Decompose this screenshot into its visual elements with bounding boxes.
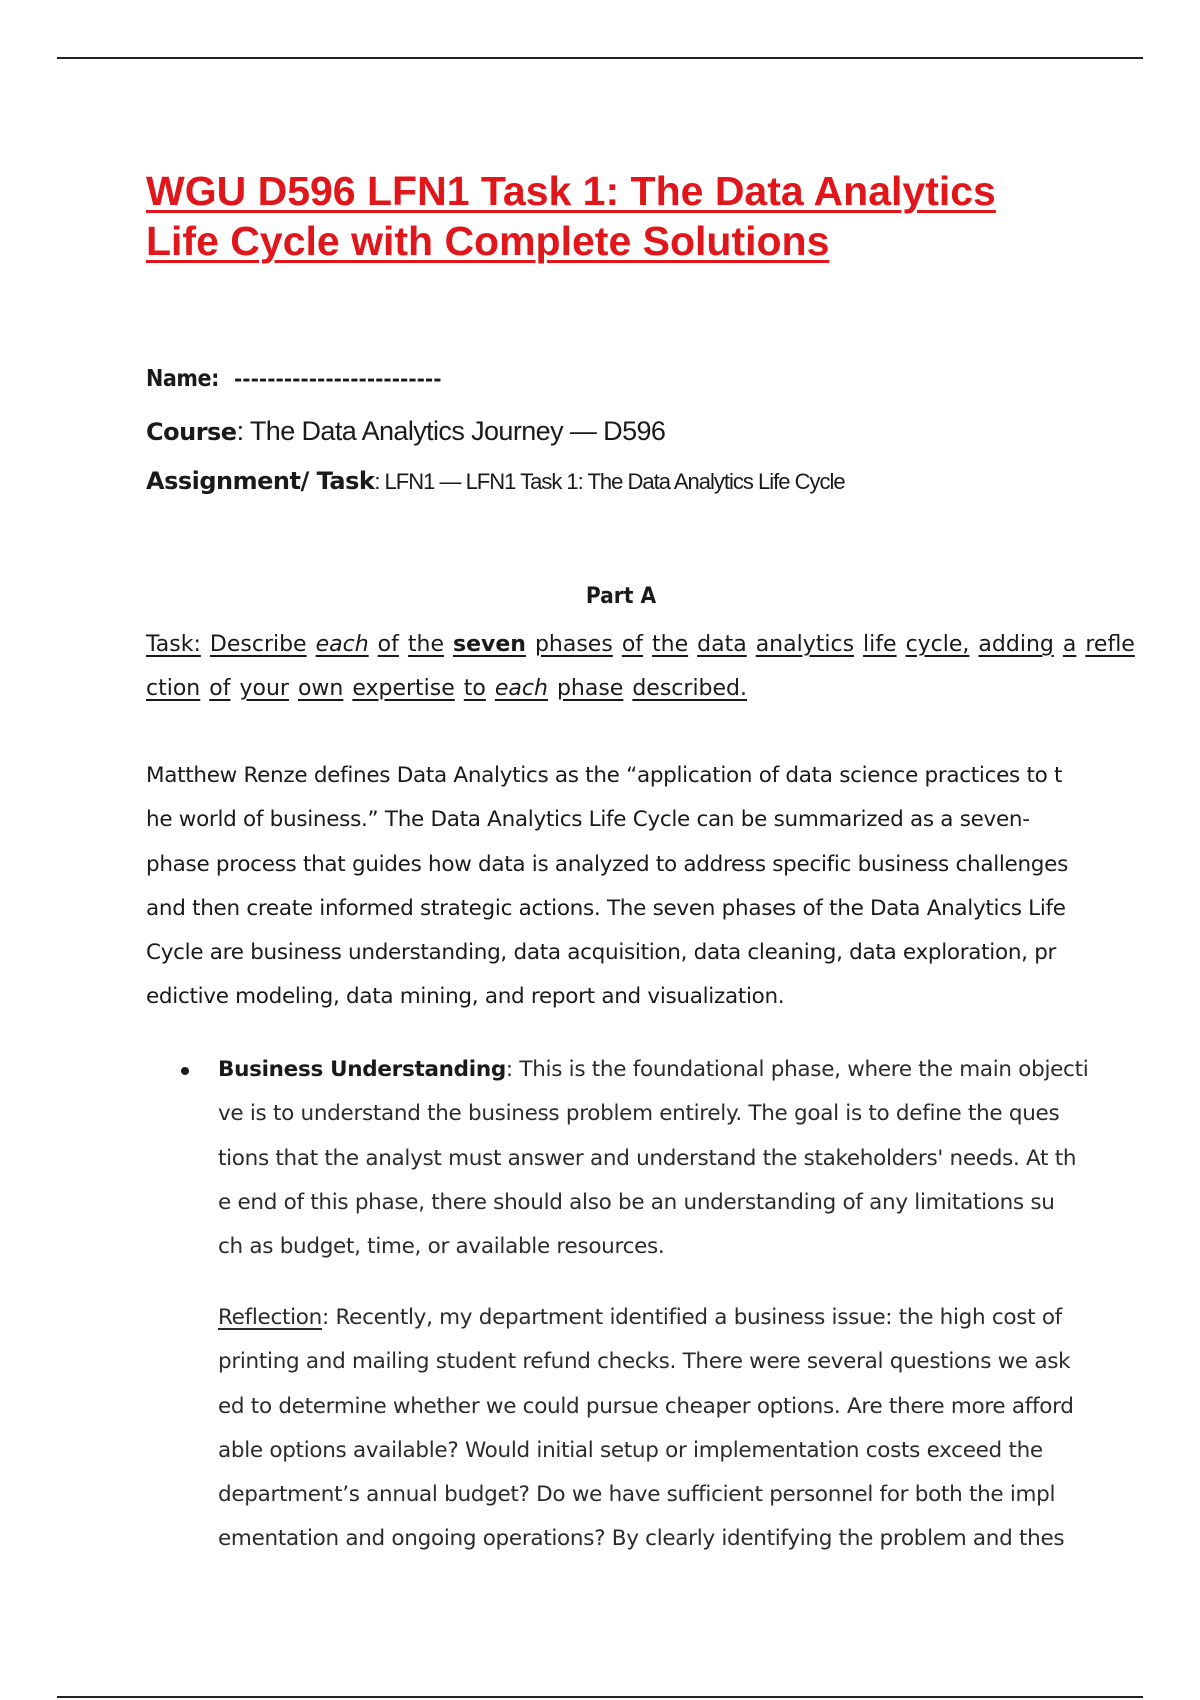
paragraph-line: phase process that guides how data is analyzed to address specific business challenges <box>146 851 1068 877</box>
task-word: of <box>377 632 399 657</box>
name-value: ------------------------- <box>227 367 442 391</box>
bullet-body <box>218 1048 1098 1269</box>
intro-paragraph <box>146 754 1096 1020</box>
task-word: cycle, <box>905 632 970 657</box>
assignment-value: : LFN1 — LFN1 Task 1: The Data Analytics Life Cycle <box>374 469 845 494</box>
task-word: seven <box>453 632 526 657</box>
paragraph-line <box>218 1048 1098 1092</box>
task-word: life <box>863 632 897 657</box>
task-word: own <box>297 676 344 701</box>
course-field <box>146 416 665 447</box>
task-word: described. <box>632 676 748 701</box>
reflection-label: Reflection <box>218 1305 322 1330</box>
task-word: your <box>239 676 289 701</box>
top-rule <box>57 57 1143 59</box>
task-word: of <box>209 676 231 701</box>
paragraph-line: he world of business.” The Data Analytics Life Cycle can be summarized as a seven- <box>146 807 1030 833</box>
reflection-first-line: : Recently, my department identified a business issue: the high cost of <box>321 1305 1062 1330</box>
task-word: ction <box>146 676 201 701</box>
task-word: analytics <box>755 632 855 657</box>
bullet-first-line: : This is the foundational phase, where the main objecti <box>505 1057 1089 1082</box>
task-word: Describe <box>209 632 307 657</box>
task-word: to <box>463 676 486 701</box>
assignment-field <box>146 467 845 495</box>
course-value: : The Data Analytics Journey — D596 <box>236 416 666 446</box>
title-line-2: Life Cycle with Complete Solutions <box>146 218 830 264</box>
paragraph-line: Cycle are business understanding, data acquisition, data cleaning, data exploration, pr <box>146 940 1057 966</box>
task-word: phase <box>556 676 624 701</box>
paragraph-line: ed to determine whether we could pursue cheaper options. Are there more afford <box>218 1393 1074 1419</box>
paragraph-line: ementation and ongoing operations? By clearly identifying the problem and thes <box>218 1526 1065 1552</box>
task-word: the <box>652 632 689 657</box>
bottom-rule <box>57 1696 1143 1698</box>
task-prompt-line-2 <box>146 667 1096 711</box>
paragraph-line: department’s annual budget? Do we have sufficient personnel for both the impl <box>218 1482 1056 1508</box>
task-word: a <box>1062 632 1077 657</box>
paragraph-line <box>218 1296 1098 1340</box>
task-word: adding <box>978 632 1054 657</box>
task-word: refle <box>1085 632 1135 657</box>
task-word: of <box>621 632 644 657</box>
course-label: Course <box>146 418 237 446</box>
paragraph-line: ve is to understand the business problem entirely. The goal is to define the ques <box>218 1101 1060 1127</box>
task-word: expertise <box>352 676 455 701</box>
task-word: the <box>407 632 444 657</box>
name-field <box>146 366 442 392</box>
paragraph-line: edictive modeling, data mining, and report and visualization. <box>146 984 785 1010</box>
paragraph-line: able options available? Would initial setup or implementation costs exceed the <box>218 1437 1043 1463</box>
task-word: each <box>315 632 369 657</box>
title-line-1: WGU D596 LFN1 Task 1: The Data Analytics <box>146 168 996 214</box>
document-title <box>146 166 1096 266</box>
part-heading: Part A <box>585 584 657 609</box>
task-word: phases <box>534 632 613 657</box>
bullet-dot-icon <box>181 1067 189 1075</box>
paragraph-line: e end of this phase, there should also be an understanding of any limitations su <box>218 1189 1055 1215</box>
task-prompt <box>146 623 1135 711</box>
paragraph-line: and then create informed strategic actions. The seven phases of the Data Analytics Life <box>146 895 1066 921</box>
task-space <box>201 632 210 657</box>
task-word: data <box>697 632 747 657</box>
reflection-paragraph <box>218 1296 1098 1562</box>
bullet-label: Business Understanding <box>218 1057 506 1082</box>
paragraph-line: printing and mailing student refund checks. There were several questions we ask <box>218 1349 1071 1375</box>
task-prompt-line-1 <box>146 623 1135 667</box>
task-word: each <box>494 676 548 701</box>
name-label: Name: <box>146 366 219 392</box>
task-word: Task: <box>146 632 201 657</box>
paragraph-line: ch as budget, time, or available resources. <box>218 1234 665 1260</box>
paragraph-line: Matthew Renze defines Data Analytics as the “application of data science practices to t <box>146 763 1063 788</box>
assignment-label: Assignment/ Task <box>146 467 375 495</box>
paragraph-line: tions that the analyst must answer and understand the stakeholders' needs. At th <box>218 1145 1077 1171</box>
